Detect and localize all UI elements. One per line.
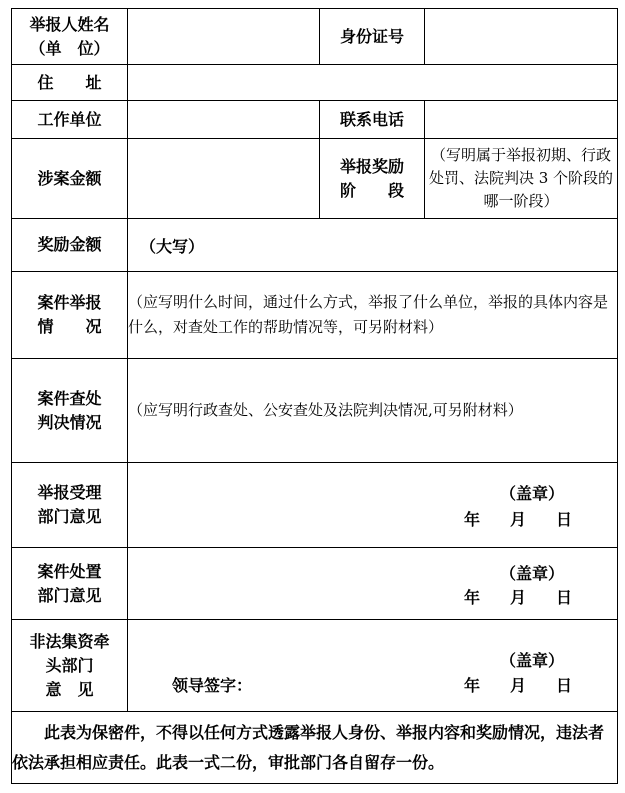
lead-dept-label-line2: 头部门 xyxy=(45,655,94,675)
lead-dept-stamp: （盖章） xyxy=(500,651,565,670)
accept-dept-label xyxy=(12,463,128,548)
accept-dept-stamp: （盖章） xyxy=(500,484,565,503)
work-row xyxy=(12,101,618,139)
accept-dept-date xyxy=(464,507,572,530)
footer-row xyxy=(12,712,618,784)
case-report-label-line1: 案件举报 xyxy=(37,293,102,312)
phone-label: 联系电话 xyxy=(320,101,425,139)
handle-dept-date xyxy=(464,585,572,608)
case-result-row xyxy=(12,359,618,463)
accept-dept-day: 日 xyxy=(556,510,573,529)
handle-dept-stamp: （盖章） xyxy=(500,564,565,583)
case-result-field[interactable]: （应写明行政查处、公安查处及法院判决情况,可另附材料） xyxy=(128,359,618,463)
lead-dept-label xyxy=(12,620,128,712)
accept-dept-label-line1: 举报受理 xyxy=(37,483,102,502)
case-report-label-line2: 情 况 xyxy=(37,317,102,336)
case-result-label-line2: 判决情况 xyxy=(37,412,102,432)
lead-dept-year: 年 xyxy=(464,676,481,695)
reward-stage-label-line2: 阶 段 xyxy=(339,180,404,200)
accept-dept-month: 月 xyxy=(510,510,527,529)
accept-dept-field[interactable] xyxy=(128,463,618,548)
address-label: 住 址 xyxy=(12,65,128,101)
reward-row xyxy=(12,219,618,272)
lead-dept-date xyxy=(464,673,572,696)
confidentiality-note: 此表为保密件，不得以任何方式透露举报人身份、举报内容和奖励情况，违法者依法承担相应责任。此表一式二份，审批部门各自留存一份。 xyxy=(12,712,618,784)
reward-amount-label: 奖励金额 xyxy=(12,219,128,272)
amount-row xyxy=(12,139,618,219)
id-number-label: 身份证号 xyxy=(320,9,425,65)
lead-dept-field[interactable] xyxy=(128,620,618,712)
case-result-label-line1: 案件查处 xyxy=(37,388,102,408)
address-field[interactable] xyxy=(128,65,618,101)
case-report-row xyxy=(12,272,618,359)
lead-dept-label-line1: 非法集资牵 xyxy=(29,631,110,651)
leader-signature-label: 领导签字： xyxy=(172,676,253,695)
case-amount-label: 涉案金额 xyxy=(12,139,128,219)
handle-dept-label xyxy=(12,548,128,620)
handle-dept-label-line2: 部门意见 xyxy=(37,585,102,605)
lead-dept-label-line3: 意 见 xyxy=(45,679,94,699)
handle-dept-row xyxy=(12,548,618,620)
work-unit-field[interactable] xyxy=(128,101,320,139)
case-result-label xyxy=(12,359,128,463)
accept-dept-label-line2: 部门意见 xyxy=(37,507,102,526)
case-report-label xyxy=(12,272,128,359)
phone-field[interactable] xyxy=(425,101,618,139)
reward-stage-label-line1: 举报奖励 xyxy=(339,156,404,176)
accept-dept-row xyxy=(12,463,618,548)
reporter-name-label-line1: 举报人姓名 xyxy=(29,14,110,34)
reporter-row xyxy=(12,9,618,65)
reward-amount-hint: （大写） xyxy=(140,236,205,256)
handle-dept-day: 日 xyxy=(556,588,573,607)
lead-dept-row xyxy=(12,620,618,712)
lead-dept-month: 月 xyxy=(510,676,527,695)
reward-stage-label xyxy=(320,139,425,219)
reward-amount-field[interactable] xyxy=(128,219,618,272)
case-amount-field[interactable] xyxy=(128,139,320,219)
reporter-name-label-line2: （单 位） xyxy=(29,38,110,58)
id-number-field[interactable] xyxy=(425,9,618,65)
address-row xyxy=(12,65,618,101)
handle-dept-month: 月 xyxy=(510,588,527,607)
work-unit-label: 工作单位 xyxy=(12,101,128,139)
reporter-name-label xyxy=(12,9,128,65)
handle-dept-field[interactable] xyxy=(128,548,618,620)
reward-application-form xyxy=(11,8,618,784)
case-report-field[interactable]: （应写明什么时间，通过什么方式，举报了什么单位，举报的具体内容是什么，对查处工作的帮助情况等，可另附材料） xyxy=(128,272,618,359)
accept-dept-year: 年 xyxy=(464,510,481,529)
lead-dept-day: 日 xyxy=(556,676,573,695)
handle-dept-label-line1: 案件处置 xyxy=(37,561,102,581)
reward-stage-note[interactable]: （写明属于举报初期、行政处罚、法院判决 3 个阶段的哪一阶段） xyxy=(425,139,618,219)
handle-dept-year: 年 xyxy=(464,588,481,607)
reporter-name-field[interactable] xyxy=(128,9,320,65)
